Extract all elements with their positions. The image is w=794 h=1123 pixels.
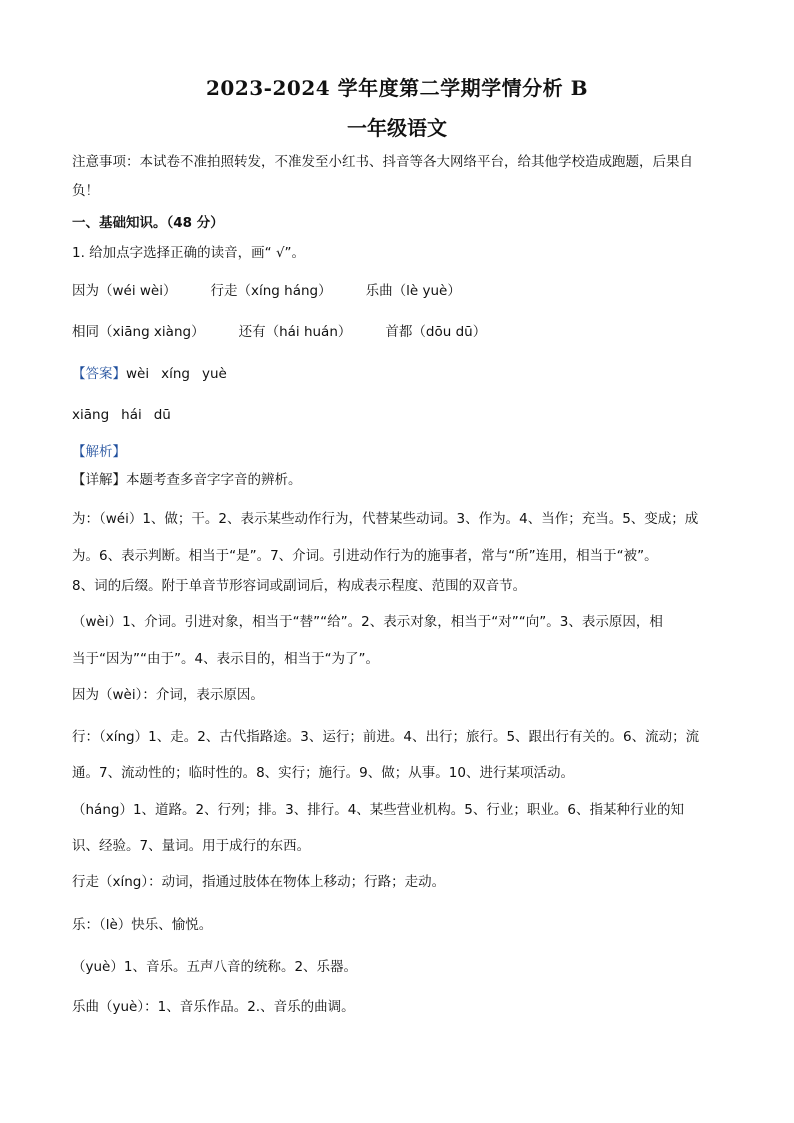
analysis-line: （yuè）1、音乐。五声八音的统称。2、乐器。 bbox=[72, 959, 358, 975]
option-text: 行走（xíng háng） bbox=[210, 283, 332, 299]
analysis-line: 识、经验。7、量词。用于成行的东西。 bbox=[72, 838, 311, 854]
question-row-1 bbox=[72, 281, 461, 301]
answer-label: 【答案】 bbox=[72, 366, 126, 382]
answer-value: dū bbox=[153, 407, 171, 423]
section-heading: 一、基础知识。（48 分） bbox=[72, 215, 224, 231]
answer-line-2 bbox=[72, 405, 171, 425]
option-text: 因为（wéi wèi） bbox=[72, 283, 177, 299]
option-text: 相同（xiāng xiàng） bbox=[72, 324, 205, 340]
notice-line-1: 注意事项：本试卷不准拍照转发，不准发至小红书、抖音等各大网络平台，给其他学校造成跑题，后果自 bbox=[72, 154, 693, 170]
analysis-line: 行：（xíng）1、走。2、古代指路途。3、运行；前进。4、出行；旅行。5、跟出行有关的。6、流动；流 bbox=[72, 729, 700, 745]
page-subtitle: 一年级语文 bbox=[347, 116, 447, 140]
analysis-line: 乐：（lè）快乐、愉悦。 bbox=[72, 917, 213, 933]
answer-value: wèi bbox=[126, 366, 150, 382]
answer-value: xíng bbox=[161, 366, 190, 382]
question-prompt: 1. 给加点字选择正确的读音，画“ √”。 bbox=[72, 245, 306, 261]
analysis-line: 为。6、表示判断。相当于“是”。7、介词。引进动作行为的施事者，常与“所”连用，相当于“被”。 bbox=[72, 548, 658, 564]
answer-value: xiāng bbox=[72, 407, 110, 423]
option-text: 首都（dōu dū） bbox=[385, 324, 487, 340]
analysis-line: （háng）1、道路。2、行列；排。3、排行。4、某些营业机构。5、行业；职业。6、指某种行业的知 bbox=[72, 802, 684, 818]
analysis-label: 【解析】 bbox=[72, 444, 126, 460]
analysis-line: 因为（wèi）：介词，表示原因。 bbox=[72, 687, 264, 703]
notice-line-2: 负！ bbox=[72, 183, 99, 199]
analysis-line: （wèi）1、介词。引进对象，相当于“替”“给”。2、表示对象，相当于“对”“向”。3、表示原因，相 bbox=[72, 614, 663, 630]
analysis-line: 行走（xíng）：动词，指通过肢体在物体上移动；行路；走动。 bbox=[72, 874, 446, 890]
analysis-line: 【详解】本题考查多音字字音的辨析。 bbox=[72, 472, 302, 488]
answer-value: hái bbox=[121, 407, 142, 423]
analysis-line: 乐曲（yuè）：1、音乐作品。2.、音乐的曲调。 bbox=[72, 999, 355, 1015]
analysis-line: 当于“因为”“由于”。4、表示目的，相当于“为了”。 bbox=[72, 651, 380, 667]
option-text: 还有（hái huán） bbox=[238, 324, 352, 340]
answer-line-1 bbox=[72, 364, 227, 384]
question-row-2 bbox=[72, 322, 486, 342]
answer-value: yuè bbox=[201, 366, 227, 382]
page-title: 2023-2024 学年度第二学期学情分析 B bbox=[206, 76, 588, 100]
option-text: 乐曲（lè yuè） bbox=[365, 283, 461, 299]
analysis-line: 为：（wéi）1、做；干。2、表示某些动作行为，代替某些动词。3、作为。4、当作；充当。5、变成；成 bbox=[72, 511, 699, 527]
analysis-line: 通。7、流动性的；临时性的。8、实行；施行。9、做；从事。10、进行某项活动。 bbox=[72, 765, 574, 781]
analysis-line: 8、词的后缀。附于单音节形容词或副词后，构成表示程度、范围的双音节。 bbox=[72, 578, 527, 594]
